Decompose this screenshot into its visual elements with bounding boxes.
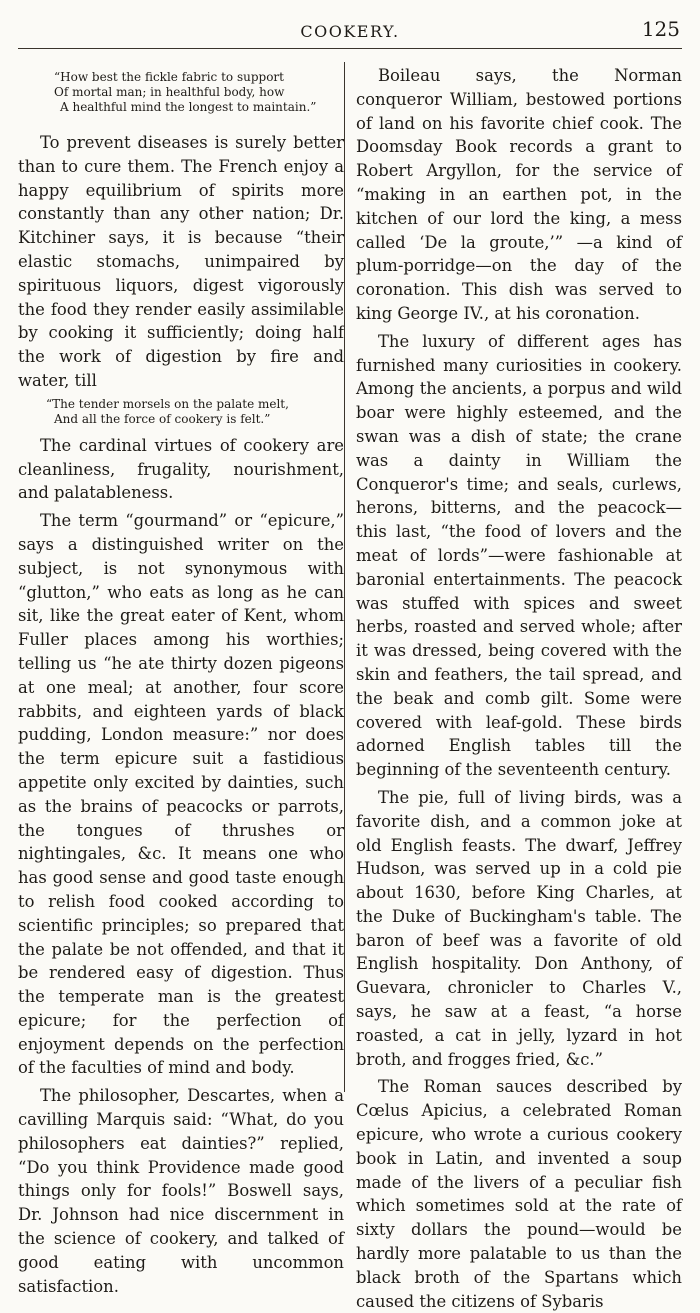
running-head: COOKERY. (300, 22, 400, 41)
right-column (356, 64, 682, 1311)
paragraph: Boileau says, the Norman conqueror William, bestowed portions of land on his favorite chief cook. The Doomsday Book records a grant to Robert Argyllon, for the service of “making in an earthen pot, in the kitchen of our lord the king, a mess called ‘De la groute,’” —a kind of plum-porridge—on the day of the coronation. This dish was served to king George IV., at his coronation. (356, 66, 682, 323)
verse-line: And all the force of cookery is felt.” (54, 411, 271, 426)
left-column (18, 64, 344, 1296)
opening-verse (18, 70, 344, 115)
paragraph: The Roman sauces described by Cœlus Apicius, a celebrated Roman epicure, who wrote a curious cookery book in Latin, and invented a soup made of the livers of a peculiar fish which sometimes sold at the rate of sixty dollars the pound—would be hardly more palatable to us than the black broth of the Spartans which caused the citizens of Sybaris (356, 1077, 682, 1311)
column-divider (344, 62, 345, 1092)
verse-line: A healthful mind the longest to maintain.” (60, 100, 317, 114)
paragraph: To prevent diseases is surely better than to cure them. The French enjoy a happy equilibrium of spirits more constantly than any other nation; Dr. Kitchiner says, it is because “their elastic stomachs, unimpaired by spirituous liquors, digest vigorously the food they render easily assimilable by cooking it sufficiently; doing half the work of digestion by fire and water, till (18, 133, 344, 390)
page-header (18, 14, 682, 49)
paragraph: The term “gourmand” or “epicure,” says a distinguished writer on the subject, is not synonymous with “glutton,” who eats as long as he can sit, like the great eater of Kent, whom Fuller places among his worthies; telling us “he ate thirty dozen pigeons at one meal; at another, four score rabbits, and eighteen yards of black pudding, London measure:” nor does the term epicure suit a fastidious appetite only excited by dainties, such as the brains of peacocks or parrots, the tongues of thrushes or nightingales, &c. It means one who has good sense and good taste enough to relish food cooked according to scientific principles; so prepared that the palate be not offended, and that it be rendered easy of digestion. Thus the temperate man is the greatest epicure; for the perfection of enjoyment depends on the perfection of the faculties of mind and body. (18, 511, 344, 1078)
paragraph: The philosopher, Descartes, when a cavilling Marquis said: “What, do you philosophers eat dainties?” replied, “Do you think Providence made good things only for fools!” Boswell says, Dr. Johnson had nice discernment in the science of cookery, and talked of good eating with uncommon satisfaction. (18, 1086, 344, 1296)
paragraph: The cardinal virtues of cookery are cleanliness, frugality, nourishment, and palatableness. (18, 435, 344, 503)
quoted-verse (18, 397, 344, 427)
verse-line: “How best the fickle fabric to support (54, 70, 284, 84)
paragraph: The pie, full of living birds, was a favorite dish, and a common joke at old English feasts. The dwarf, Jeffrey Hudson, was served up in a cold pie about 1630, before King Charles, at the Duke of Buckingham's table. The baron of beef was a favorite of old English hospitality. Don Anthony, of Guevara, chronicler to Charles V., says, he saw at a feast, “a horse roasted, a cat in jelly, lyzard in hot broth, and frogges fried, &c.” (356, 787, 682, 1069)
verse-line: Of mortal man; in healthful body, how (54, 85, 285, 99)
verse-line: “The tender morsels on the palate melt, (46, 396, 289, 411)
paragraph: The luxury of different ages has furnished many curiosities in cookery. Among the ancients, a porpus and wild boar were highly esteemed, and the swan was a dish of state; the crane was a dainty in William the Conqueror's time; and seals, curlews, herons, bitterns, and the peacock—this last, “the food of lovers and the meat of lords”—were fashionable at baronial entertainments. The peacock was stuffed with spices and sweet herbs, roasted and served whole; after it was dressed, being covered with the skin and feathers, the tail spread, and the beak and comb gilt. Some were covered with leaf-gold. These birds adorned English tables till the beginning of the seventeenth century. (356, 331, 682, 780)
page-number: 125 (641, 17, 680, 41)
